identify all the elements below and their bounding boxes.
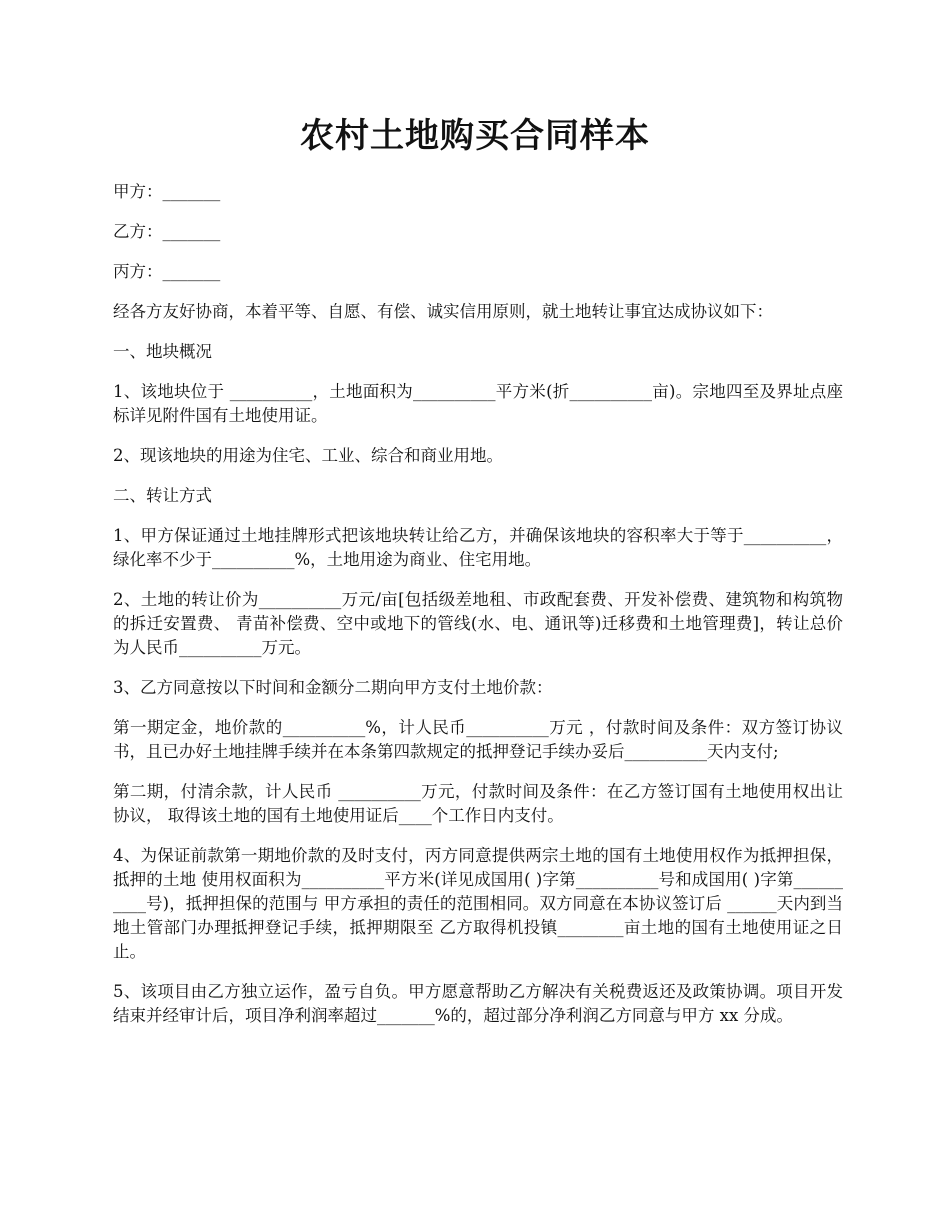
- preamble-paragraph: 经各方友好协商，本着平等、自愿、有偿、诚实信用原则，就土地转让事宜达成协议如下：: [113, 302, 773, 321]
- section-heading-transfer-method: 二、转让方式: [113, 486, 212, 505]
- party-c-line: 丙方：_______: [113, 262, 221, 281]
- clause-2-3: 3、乙方同意按以下时间和金额分二期向甲方支付土地价款：: [113, 678, 553, 697]
- clause-2-4: 4、为保证前款第一期地价款的及时支付，丙方同意提供两宗土地的国有土地使用权作为抵押担保，抵押的土地 使用权面积为__________平方米(详见成国用( )字第__________号和成国用( )字第__________号)，抵押担保的范围与 甲方承担的责任的范围相同。双方同意在本协议签订后 ______天内到当地土管部门办理抵押登记手续，抵押期限至 乙方取得机投镇________亩土地的国有土地使用证之日止。: [113, 846, 843, 961]
- document-body: [113, 180, 843, 1044]
- party-a-line: 甲方：_______: [113, 182, 221, 201]
- payment-phase-2: 第二期，付清余款，计人民币 __________万元，付款时间及条件：在乙方签订国有土地使用权出让协议， 取得该土地的国有土地使用证后____个工作日内支付。: [113, 782, 843, 825]
- document-title: 农村土地购买合同样本: [300, 116, 650, 156]
- clause-1-2: 2、现该地块的用途为住宅、工业、综合和商业用地。: [113, 446, 503, 465]
- clause-2-1: 1、甲方保证通过土地挂牌形式把该地块转让给乙方，并确保该地块的容积率大于等于__________，绿化率不少于__________%，土地用途为商业、住宅用地。: [113, 526, 843, 569]
- clause-2-5: 5、该项目由乙方独立运作，盈亏自负。甲方愿意帮助乙方解决有关税费返还及政策协调。项目开发结束并经审计后，项目净利润率超过_______%的，超过部分净利润乙方同意与甲方 xx 分成。: [113, 982, 843, 1025]
- party-b-line: 乙方：_______: [113, 222, 221, 241]
- section-heading-plot-overview: 一、地块概况: [113, 342, 212, 361]
- payment-phase-1: 第一期定金，地价款的__________%，计人民币__________万元 ，付款时间及条件：双方签订协议书，且已办好土地挂牌手续并在本条第四款规定的抵押登记手续办妥后__________天内支付;: [113, 718, 843, 761]
- clause-2-2: 2、土地的转让价为__________万元/亩[包括级差地租、市政配套费、开发补偿费、建筑物和构筑物的拆迁安置费、 青苗补偿费、空中或地下的管线(水、电、通讯等)迁移费和土地管理费]，转让总价为人民币__________万元。: [113, 590, 843, 657]
- clause-1-1: 1、该地块位于 __________，土地面积为__________平方米(折__________亩)。宗地四至及界址点座标详见附件国有土地使用证。: [113, 382, 843, 425]
